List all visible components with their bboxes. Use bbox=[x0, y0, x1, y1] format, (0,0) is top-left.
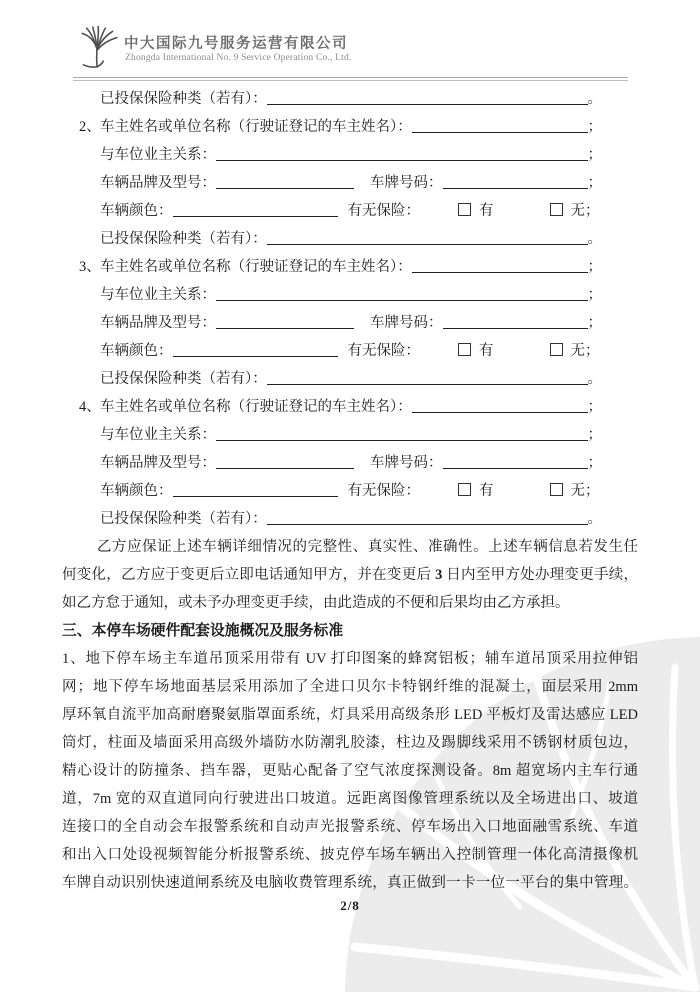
insurance-types-field[interactable] bbox=[267, 244, 588, 245]
paragraph-line: 精心设计的防撞条、挡车器，更贴心配备了空气浓度探测设备。8m 超宽场内主车行通 bbox=[62, 763, 638, 779]
brand-model-field[interactable] bbox=[216, 468, 354, 469]
brand-plate-row bbox=[62, 449, 602, 477]
clause-paragraph bbox=[62, 533, 638, 617]
plate-no-field[interactable] bbox=[443, 468, 588, 469]
owner-name-field[interactable] bbox=[412, 132, 588, 133]
brand-model-field[interactable] bbox=[216, 328, 354, 329]
plate-no-label: 车牌号码： bbox=[370, 315, 443, 331]
end-semicolon: ； bbox=[587, 119, 602, 135]
insurance-types-field[interactable] bbox=[267, 384, 588, 385]
relation-label: 与车位业主关系： bbox=[100, 147, 216, 163]
insurance-label: 有无保险： bbox=[347, 343, 420, 359]
color-label: 车辆颜色： bbox=[100, 203, 173, 219]
insurance-no-option[interactable] bbox=[550, 337, 600, 365]
plate-no-field[interactable] bbox=[443, 188, 588, 189]
color-field[interactable] bbox=[173, 216, 338, 217]
paragraph-line: 乙方应保证上述车辆详细情况的完整性、真实性、准确性。上述车辆信息若发生任 bbox=[97, 539, 638, 555]
color-field[interactable] bbox=[173, 496, 338, 497]
brand-plate-row bbox=[62, 169, 602, 197]
owner-name-row bbox=[62, 113, 602, 141]
owner-name-label: 车主姓名或单位名称（行驶证登记的车主姓名）： bbox=[100, 119, 412, 135]
insurance-yes-label: 有 bbox=[479, 343, 494, 359]
line-segment: 日内至甲方处办理变更手续， bbox=[442, 567, 638, 583]
paragraph-line: 和出入口处设视频智能分析报警系统、披克停车场车辆出入控制管理一体化高清摄像机 bbox=[62, 847, 638, 863]
insurance-no-option[interactable] bbox=[550, 477, 600, 505]
end-period: 。 bbox=[587, 511, 602, 527]
end-semicolon: ； bbox=[587, 259, 602, 275]
insurance-types-label: 已投保保险种类（若有）： bbox=[100, 231, 267, 247]
end-semicolon: ； bbox=[587, 287, 602, 303]
line-segment: 何变化，乙方应于变更后立即电话通知甲方，并在变更后 bbox=[62, 567, 436, 583]
insurance-types-field[interactable] bbox=[267, 524, 588, 525]
end-semicolon: ； bbox=[587, 399, 602, 415]
brand-model-label: 车辆品牌及型号： bbox=[100, 455, 216, 471]
end-period: 。 bbox=[587, 91, 602, 107]
company-tree-logo-icon bbox=[74, 26, 120, 68]
relation-field[interactable] bbox=[216, 440, 588, 441]
color-label: 车辆颜色： bbox=[100, 343, 173, 359]
insurance-no-label: 无； bbox=[570, 203, 600, 219]
paragraph-line: 网；地下停车场地面基层采用添加了全进口贝尔卡特钢纤维的混凝土，面层采用 2mm bbox=[62, 679, 638, 695]
color-insurance-row bbox=[62, 337, 602, 365]
page-number: 2/8 bbox=[340, 898, 360, 913]
brand-plate-row bbox=[62, 309, 602, 337]
insurance-yes-option[interactable] bbox=[458, 337, 494, 365]
insurance-types-row bbox=[62, 365, 602, 393]
insurance-yes-checkbox[interactable] bbox=[458, 343, 471, 356]
owner-name-row bbox=[62, 393, 602, 421]
brand-model-label: 车辆品牌及型号： bbox=[100, 315, 216, 331]
owner-name-label: 车主姓名或单位名称（行驶证登记的车主姓名）： bbox=[100, 259, 412, 275]
color-insurance-row bbox=[62, 197, 602, 225]
insurance-no-checkbox[interactable] bbox=[550, 483, 563, 496]
relation-field[interactable] bbox=[216, 160, 588, 161]
owner-name-label: 车主姓名或单位名称（行驶证登记的车主姓名）： bbox=[100, 399, 412, 415]
relation-row bbox=[62, 281, 602, 309]
plate-no-field[interactable] bbox=[443, 328, 588, 329]
owner-name-row bbox=[62, 253, 602, 281]
color-field[interactable] bbox=[173, 356, 338, 357]
relation-field[interactable] bbox=[216, 300, 588, 301]
insurance-types-row bbox=[62, 505, 602, 533]
insurance-yes-checkbox[interactable] bbox=[458, 483, 471, 496]
insurance-yes-checkbox[interactable] bbox=[458, 203, 471, 216]
paragraph-line: 道，7m 宽的双直道同向行驶进出口坡道。远距离图像管理系统以及全场进出口、坡道 bbox=[62, 791, 638, 807]
relation-row bbox=[62, 421, 602, 449]
item-number: 2、 bbox=[79, 119, 101, 135]
insurance-yes-option[interactable] bbox=[458, 477, 494, 505]
end-semicolon: ； bbox=[587, 427, 602, 443]
owner-name-field[interactable] bbox=[412, 272, 588, 273]
insurance-types-row bbox=[62, 225, 602, 253]
plate-no-label: 车牌号码： bbox=[370, 455, 443, 471]
section-heading: 三、本停车场硬件配套设施概况及服务标准 bbox=[62, 623, 344, 639]
color-label: 车辆颜色： bbox=[100, 483, 173, 499]
end-semicolon: ； bbox=[587, 315, 602, 331]
insurance-yes-label: 有 bbox=[479, 483, 494, 499]
document-body bbox=[62, 85, 638, 897]
insurance-yes-option[interactable] bbox=[458, 197, 494, 225]
paragraph-line: 厚环氧自流平加高耐磨聚氨脂罩面系统，灯具采用高级条形 LED 平板灯及雷达感应 LED bbox=[62, 707, 638, 723]
brand-model-field[interactable] bbox=[216, 188, 354, 189]
end-semicolon: ； bbox=[587, 147, 602, 163]
item-number: 3、 bbox=[79, 259, 101, 275]
end-semicolon: ； bbox=[587, 175, 602, 191]
insurance-types-field[interactable] bbox=[267, 104, 588, 105]
company-name-en: Zhongda International No. 9 Service Operation Co., Ltd. bbox=[125, 53, 352, 63]
relation-label: 与车位业主关系： bbox=[100, 287, 216, 303]
insurance-no-checkbox[interactable] bbox=[550, 203, 563, 216]
paragraph-line: 连接口的全自动会车报警系统和自动声光报警系统、停车场出入口地面融雪系统、车道 bbox=[62, 819, 638, 835]
days-number: 3 bbox=[435, 567, 443, 583]
relation-label: 与车位业主关系： bbox=[100, 427, 216, 443]
vehicle-form bbox=[62, 85, 602, 533]
plate-no-label: 车牌号码： bbox=[370, 175, 443, 191]
insurance-no-label: 无； bbox=[570, 483, 600, 499]
brand-model-label: 车辆品牌及型号： bbox=[100, 175, 216, 191]
owner-name-field[interactable] bbox=[412, 412, 588, 413]
company-name-cn: 中大国际九号服务运营有限公司 bbox=[124, 36, 348, 52]
end-semicolon: ； bbox=[587, 455, 602, 471]
insurance-label: 有无保险： bbox=[347, 203, 420, 219]
paragraph-line bbox=[62, 561, 638, 589]
insurance-types-label: 已投保保险种类（若有）： bbox=[100, 511, 267, 527]
section-paragraph bbox=[62, 645, 638, 897]
insurance-label: 有无保险： bbox=[347, 483, 420, 499]
insurance-no-label: 无； bbox=[570, 343, 600, 359]
relation-row bbox=[62, 141, 602, 169]
color-insurance-row bbox=[62, 477, 602, 505]
paragraph-line: 1、地下停车场主车道吊顶采用带有 UV 打印图案的蜂窝铝板；辅车道吊顶采用拉伸铝 bbox=[62, 651, 638, 667]
end-period: 。 bbox=[587, 371, 602, 387]
paragraph-line: 筒灯，柱面及墙面采用高级外墙防水防潮乳胶漆，柱边及踢脚线采用不锈钢材质包边， bbox=[62, 735, 638, 751]
item-number: 4、 bbox=[79, 399, 101, 415]
insurance-types-label: 已投保保险种类（若有）： bbox=[100, 371, 267, 387]
insurance-no-option[interactable] bbox=[550, 197, 600, 225]
paragraph-line: 车牌自动识别快速道闸系统及电脑收费管理系统，真正做到一卡一位一平台的集中管理。 bbox=[62, 875, 638, 891]
end-period: 。 bbox=[587, 231, 602, 247]
insurance-types-label: 已投保保险种类（若有）： bbox=[100, 91, 267, 107]
insurance-no-checkbox[interactable] bbox=[550, 343, 563, 356]
insurance-types-row bbox=[62, 85, 602, 113]
insurance-yes-label: 有 bbox=[479, 203, 494, 219]
header-rule bbox=[73, 77, 628, 81]
paragraph-line: 如乙方怠于通知，或未予办理变更手续，由此造成的不便和后果均由乙方承担。 bbox=[62, 595, 570, 611]
